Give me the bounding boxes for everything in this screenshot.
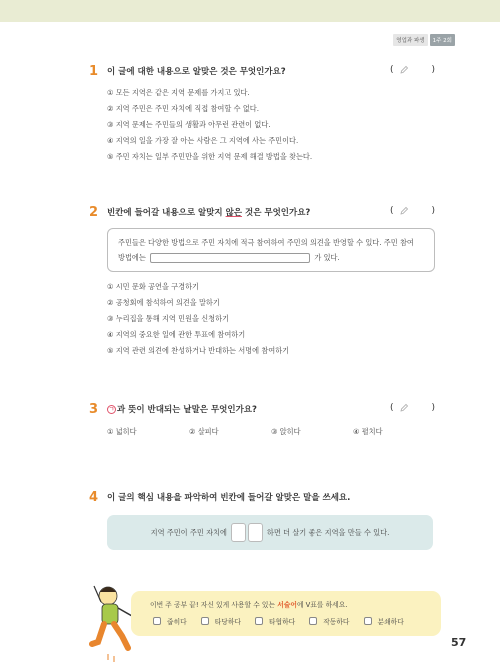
blank-square-2[interactable] <box>248 523 263 542</box>
passage-line-1: 주민들은 다양한 방법으로 주민 자치에 적극 참여하여 주민의 의견을 반영할 수 있다. 주민 참여 <box>118 238 414 247</box>
question-1 <box>89 64 435 165</box>
check-item-2[interactable]: 타당하다 <box>201 616 241 626</box>
check-item-4[interactable]: 작동하다 <box>309 616 349 626</box>
passage-box <box>107 228 435 272</box>
question-2 <box>89 205 435 359</box>
option-2[interactable]: ② 지역 주민은 주민 자치에 직접 참여할 수 없다. <box>107 104 259 113</box>
section-tags <box>393 34 455 46</box>
answer-field[interactable]: ( ) <box>389 65 435 75</box>
checkbox[interactable] <box>255 617 263 625</box>
pencil-icon <box>399 403 409 413</box>
pencil-icon <box>399 206 409 216</box>
question-number: 3 <box>89 401 99 417</box>
option-2[interactable]: ② 공청회에 참석하여 의견을 말하기 <box>107 298 220 307</box>
question-number: 1 <box>89 63 99 79</box>
option-5[interactable]: ⑤ 주민 자치는 일부 주민만을 위한 지역 문제 해결 방법을 찾는다. <box>107 152 313 161</box>
question-text: 빈칸에 들어갈 내용으로 알맞지 않은 것은 무엇인가요? <box>107 208 311 218</box>
checkbox[interactable] <box>201 617 209 625</box>
question-text: 이 글의 핵심 내용을 파악하여 빈칸에 들어갈 알맞은 말을 쓰세요. <box>107 493 351 503</box>
option-5[interactable]: ⑤ 지역 관련 의견에 찬성하거나 반대하는 서명에 참여하기 <box>107 346 290 355</box>
top-wave-decoration <box>0 14 500 28</box>
weekly-checklist-banner <box>131 591 441 636</box>
question-3 <box>89 402 435 440</box>
options-row <box>107 424 435 440</box>
question-text: 이 글에 대한 내용으로 알맞은 것은 무엇인가요? <box>107 67 286 77</box>
check-item-5[interactable]: 분쇄하다 <box>364 616 404 626</box>
tag-week: 1주 2회 <box>430 34 455 46</box>
checkbox[interactable] <box>153 617 161 625</box>
option-2[interactable]: ② 살피다 <box>189 427 219 436</box>
passage-line-2: 방법에는 가 있다. <box>118 253 340 262</box>
checklist <box>153 616 404 626</box>
question-number: 2 <box>89 204 99 220</box>
question-number: 4 <box>89 489 99 505</box>
answer-box: 지역 주민이 주민 자치에 하면 더 살기 좋은 지역을 만들 수 있다. <box>107 515 433 550</box>
pencil-icon <box>399 65 409 75</box>
option-1[interactable]: ① 넓히다 <box>107 427 137 436</box>
check-item-1[interactable]: 줍히다 <box>153 616 187 626</box>
option-3[interactable]: ③ 앉히다 <box>271 427 301 436</box>
blank-box <box>150 253 310 263</box>
banner-text: 이번 주 공부 끝! 자신 있게 사용할 수 있는 서술어에 V표를 하세요. <box>150 601 348 609</box>
option-1[interactable]: ① 시민 문화 공연을 구경하기 <box>107 282 199 291</box>
options-list <box>107 85 435 165</box>
page-number: 57 <box>451 636 467 649</box>
blank-square-1[interactable] <box>231 523 246 542</box>
checkbox[interactable] <box>364 617 372 625</box>
option-4[interactable]: ④ 지역의 일을 가장 잘 아는 사람은 그 지역에 사는 주민이다. <box>107 136 299 145</box>
check-item-3[interactable]: 타협하다 <box>255 616 295 626</box>
option-3[interactable]: ③ 누리집을 통해 지역 민원을 신청하기 <box>107 314 230 323</box>
answer-field[interactable]: ( ) <box>389 403 435 413</box>
option-1[interactable]: ① 모든 지역은 같은 지역 문제를 가지고 있다. <box>107 88 250 97</box>
option-3[interactable]: ③ 지역 문제는 주민들의 생활과 아무런 관련이 없다. <box>107 120 271 129</box>
option-4[interactable]: ④ 지역의 중요한 일에 관한 투표에 참여하기 <box>107 330 246 339</box>
answer-field[interactable]: ( ) <box>389 206 435 216</box>
question-4 <box>89 490 435 504</box>
question-text: ㄱ 과 뜻이 반대되는 낱말은 무엇인가요? <box>108 405 257 415</box>
reference-mark: ㄱ <box>108 406 115 413</box>
checkbox[interactable] <box>309 617 317 625</box>
options-list <box>107 279 435 359</box>
option-4[interactable]: ④ 펼치다 <box>353 427 383 436</box>
tag-unit: 영업과 파생 <box>393 34 427 46</box>
